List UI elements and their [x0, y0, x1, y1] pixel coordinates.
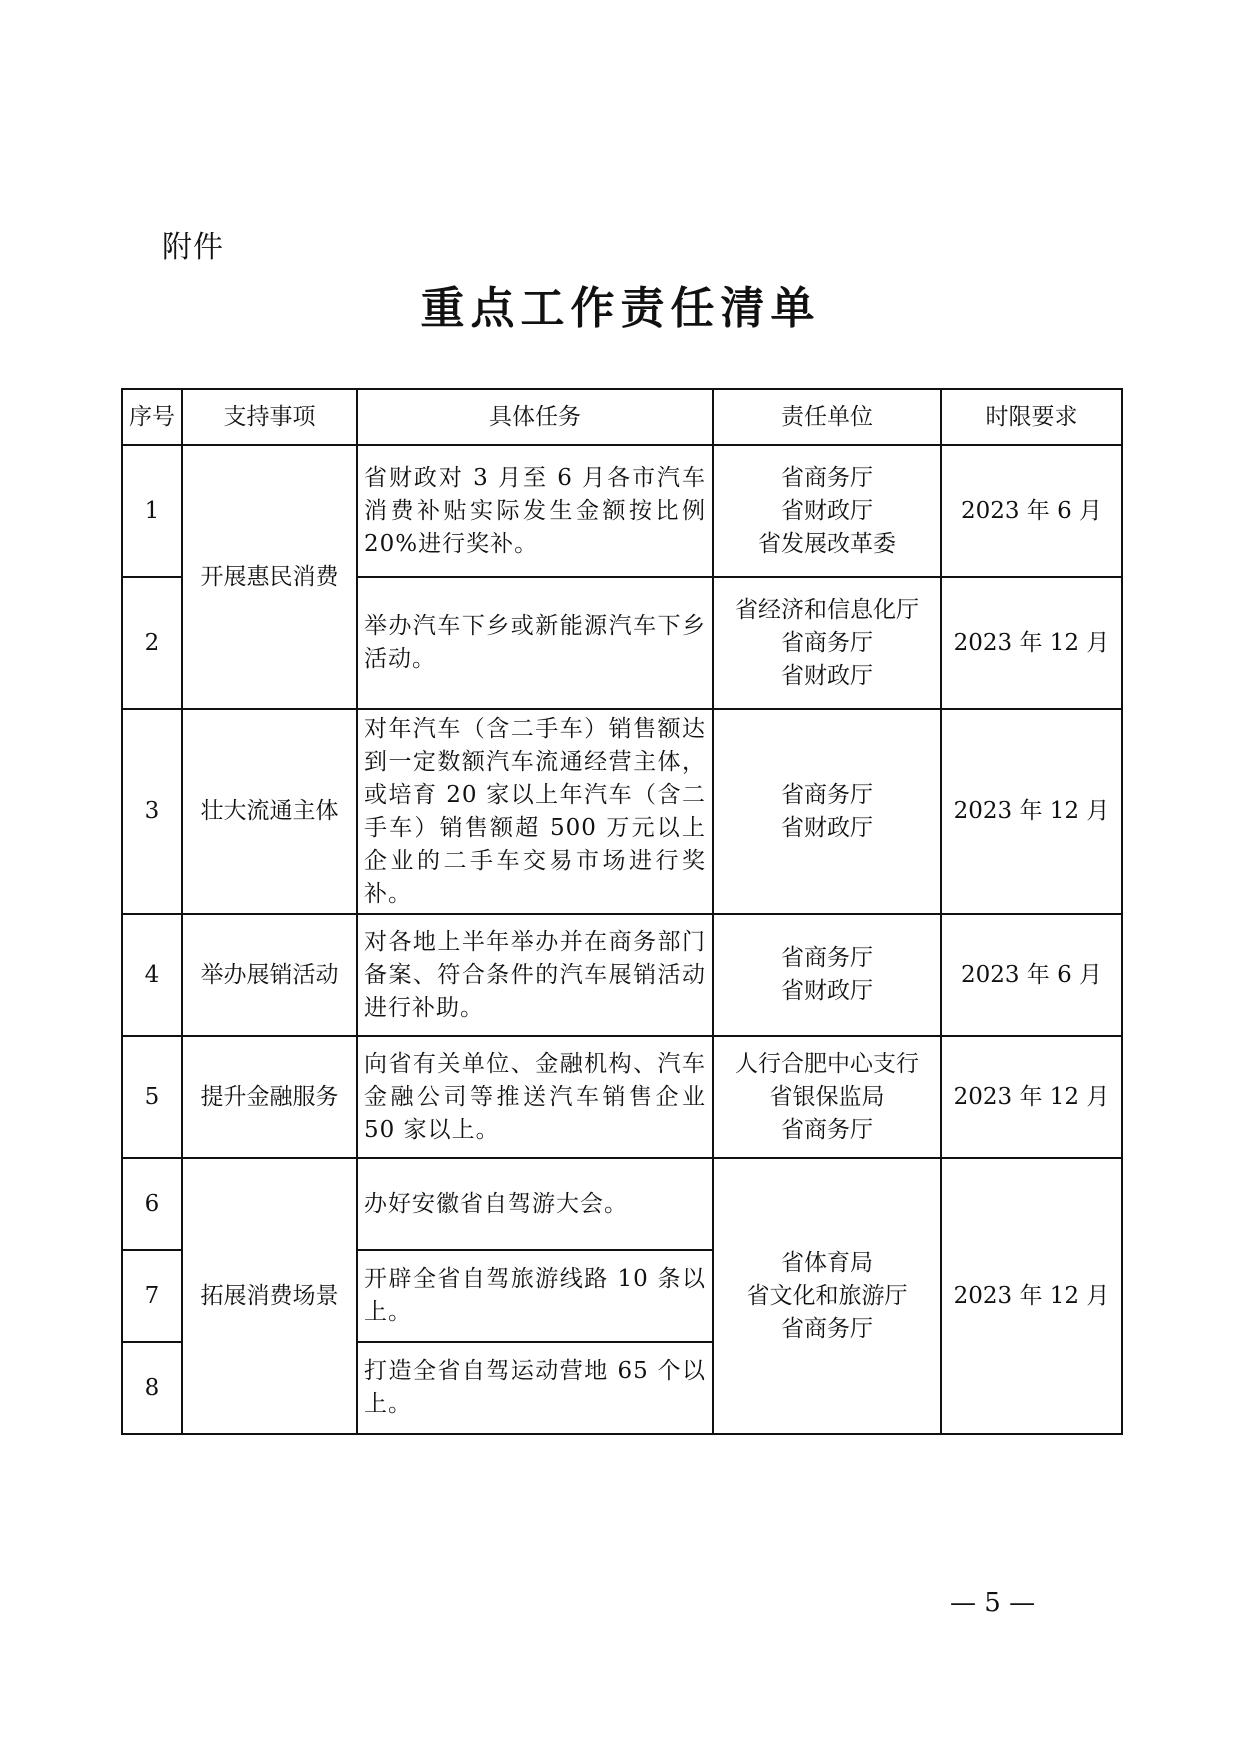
table-row [122, 445, 1122, 577]
deadline: 2023 年 12 月 [941, 1036, 1122, 1158]
support-item: 提升金融服务 [182, 1036, 357, 1158]
task-text: 办好安徽省自驾游大会。 [357, 1158, 713, 1250]
row-number: 2 [122, 577, 182, 709]
task-text: 对年汽车（含二手车）销售额达到一定数额汽车流通经营主体，或培育 20 家以上年汽车（含二手车）销售额超 500 万元以上企业的二手车交易市场进行奖补。 [357, 709, 713, 914]
table-row [122, 709, 1122, 914]
deadline: 2023 年 6 月 [941, 445, 1122, 577]
row-number: 5 [122, 1036, 182, 1158]
table-row [122, 1036, 1122, 1158]
support-item: 开展惠民消费 [182, 445, 357, 709]
responsible-unit: 省体育局 省文化和旅游厅 省商务厅 [713, 1158, 941, 1434]
task-text: 省财政对 3 月至 6 月各市汽车消费补贴实际发生金额按比例20%进行奖补。 [357, 445, 713, 577]
support-item: 举办展销活动 [182, 914, 357, 1036]
column-header-no: 序号 [122, 389, 182, 445]
support-item: 壮大流通主体 [182, 709, 357, 914]
table-row [122, 914, 1122, 1036]
deadline: 2023 年 12 月 [941, 1158, 1122, 1434]
attachment-label: 附件 [162, 230, 224, 265]
task-text: 开辟全省自驾旅游线路 10 条以上。 [357, 1250, 713, 1342]
task-text: 向省有关单位、金融机构、汽车金融公司等推送汽车销售企业50 家以上。 [357, 1036, 713, 1158]
task-text: 对各地上半年举办并在商务部门备案、符合条件的汽车展销活动进行补助。 [357, 914, 713, 1036]
row-number: 1 [122, 445, 182, 577]
responsible-unit: 省商务厅 省财政厅 [713, 709, 941, 914]
row-number: 7 [122, 1250, 182, 1342]
deadline: 2023 年 12 月 [941, 709, 1122, 914]
deadline: 2023 年 6 月 [941, 914, 1122, 1036]
row-number: 6 [122, 1158, 182, 1250]
column-header-item: 支持事项 [182, 389, 357, 445]
row-number: 3 [122, 709, 182, 914]
column-header-unit: 责任单位 [713, 389, 941, 445]
responsible-unit: 省商务厅 省财政厅 省发展改革委 [713, 445, 941, 577]
task-text: 打造全省自驾运动营地 65 个以上。 [357, 1342, 713, 1434]
column-header-task: 具体任务 [357, 389, 713, 445]
table-row [122, 1158, 1122, 1250]
responsible-unit: 人行合肥中心支行 省银保监局 省商务厅 [713, 1036, 941, 1158]
support-item: 拓展消费场景 [182, 1158, 357, 1434]
row-number: 4 [122, 914, 182, 1036]
page-number: — 5 — [950, 1588, 1036, 1618]
document-title: 重点工作责任清单 [420, 283, 821, 334]
deadline: 2023 年 12 月 [941, 577, 1122, 709]
responsible-unit: 省经济和信息化厅 省商务厅 省财政厅 [713, 577, 941, 709]
column-header-deadline: 时限要求 [941, 389, 1122, 445]
row-number: 8 [122, 1342, 182, 1434]
task-text: 举办汽车下乡或新能源汽车下乡活动。 [357, 577, 713, 709]
table-header-row [122, 389, 1122, 445]
responsible-unit: 省商务厅 省财政厅 [713, 914, 941, 1036]
responsibility-table [121, 388, 1123, 1435]
